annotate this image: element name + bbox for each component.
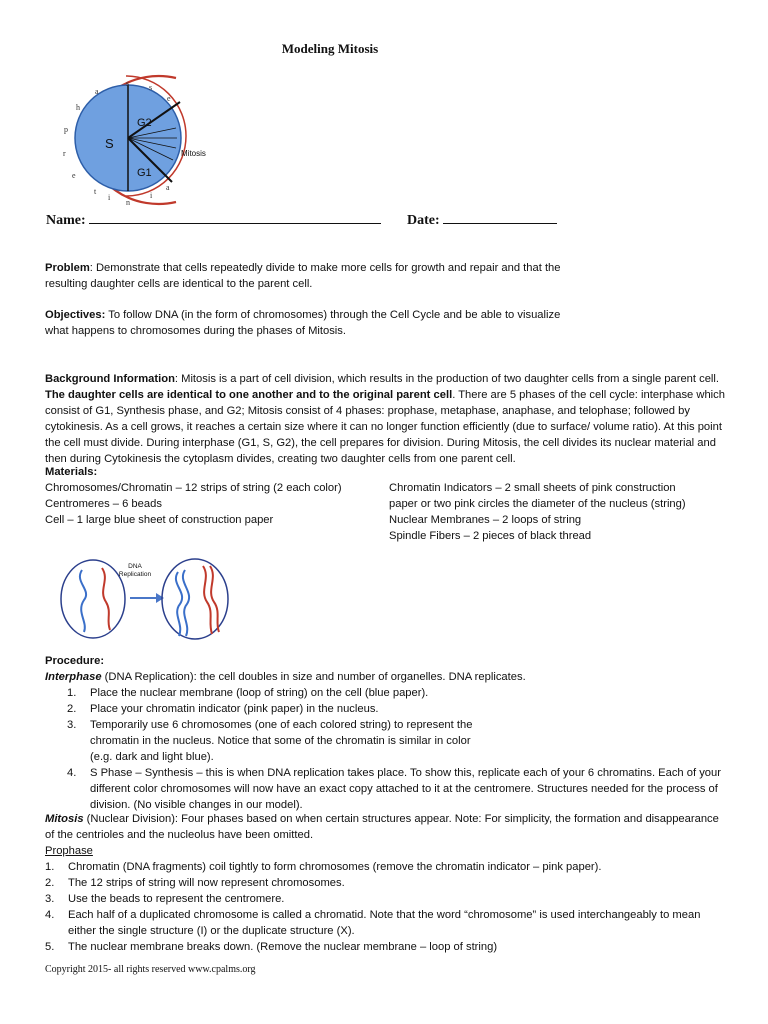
mitosis-label: Mitosis [181, 149, 206, 158]
ring-letter: a [95, 87, 99, 96]
problem-text: : Demonstrate that cells repeatedly divide to make more cells for growth and repair and that the resulting daughter cells are identical to the parent cell. [45, 262, 561, 290]
interphase-intro [45, 669, 725, 685]
step-number: 2. [67, 703, 77, 715]
ring-letter: t [94, 187, 97, 196]
date-blank[interactable] [443, 211, 557, 224]
step-text: Each half of a duplicated chromosome is called a chromatid. Note that the word “chromosome” is used interchangeably to mean either the single structure (I) or the duplicate structure (X). [68, 909, 701, 937]
ring-letter: i [108, 193, 111, 202]
step-number: 1. [67, 687, 77, 699]
chromatid-red [203, 566, 212, 634]
material-item: Chromosomes/Chromatin – 12 strips of string (2 each color) [45, 482, 342, 494]
step-number: 2. [45, 877, 55, 889]
ring-letter: h [76, 103, 80, 112]
dna-label: DNA [128, 563, 142, 570]
problem-paragraph [45, 260, 575, 292]
step-number: 4. [67, 767, 77, 779]
material-item: Centromeres – 6 beads [45, 498, 162, 510]
list-item [45, 907, 708, 939]
list-item [67, 701, 470, 717]
procedure-label: Procedure: [45, 655, 105, 667]
step-text: Place your chromatin indicator (pink paper) in the nucleus. [90, 703, 379, 715]
step-text: The 12 strips of string will now represent chromosomes. [68, 877, 345, 889]
list-item [67, 717, 490, 765]
materials-left [45, 480, 375, 528]
date-label: Date: [407, 213, 440, 228]
list-item [45, 859, 729, 875]
objectives-text: To follow DNA (in the form of chromosomes) through the Cell Cycle and be able to visualize what happens to chromosomes during the phases of Mitosis. [45, 309, 561, 337]
step-text: Use the beads to represent the centromere. [68, 893, 285, 905]
mitosis-title: Mitosis [45, 813, 84, 825]
ring-letter: a [166, 183, 170, 192]
mitosis-intro-text: (Nuclear Division): Four phases based on when certain structures appear. Note: For simplicity, the formation and disappearance of the centrioles and the nucleolus have been omitted. [45, 813, 719, 841]
ring-letter: s [126, 79, 130, 88]
list-item [67, 685, 470, 701]
chromatid-blue [183, 570, 189, 636]
ring-letter: s [149, 83, 153, 92]
material-item: Cell – 1 large blue sheet of construction paper [45, 514, 274, 526]
ring-letter: p [64, 125, 68, 134]
background-text: : Mitosis is a part of cell division, which results in the production of two daughter cells from a single parent cell. [174, 373, 719, 385]
step-text: The nuclear membrane breaks down. (Remove the nuclear membrane – loop of string) [68, 941, 498, 953]
interphase-intro-text: (DNA Replication): the cell doubles in size and number of organelles. DNA replicates. [101, 671, 526, 683]
phase-g2-label: G2 [137, 117, 152, 129]
step-text: Place the nuclear membrane (loop of string) on the cell (blue paper). [90, 687, 429, 699]
name-blank[interactable] [89, 211, 381, 224]
objectives-label: Objectives: [45, 309, 106, 321]
name-label: Name: [46, 213, 86, 228]
background-paragraph [45, 371, 725, 467]
name-field[interactable] [46, 211, 381, 229]
step-number: 4. [45, 909, 55, 921]
material-item: Chromatin Indicators – 2 small sheets of pink construction [389, 482, 676, 494]
page-title: Modeling Mitosis [281, 41, 379, 56]
list-item [45, 939, 729, 955]
chromatid-blue [176, 572, 182, 636]
ring-letter: r [63, 149, 66, 158]
material-item: Spindle Fibers – 2 pieces of black thread [389, 530, 592, 542]
interphase-title: Interphase [45, 671, 102, 683]
ring-letter: n [126, 198, 130, 207]
step-text: Chromatin (DNA fragments) coil tightly to form chromosomes (remove the chromatin indicator – pink paper). [68, 861, 602, 873]
ring-letter: e [72, 171, 76, 180]
step-number: 3. [67, 719, 77, 731]
list-item [45, 891, 729, 907]
material-item: Nuclear Membranes – 2 loops of string [389, 514, 582, 526]
material-item: paper or two pink circles the diameter of the nucleus (string) [389, 498, 686, 510]
materials-right [389, 480, 729, 544]
objectives-paragraph [45, 307, 585, 339]
background-bold: The daughter cells are identical to one another and to the original parent cell [45, 389, 453, 401]
phase-s-label: S [105, 136, 114, 151]
mitosis-intro [45, 811, 725, 843]
cell-cycle-diagram [48, 72, 228, 208]
step-text: Temporarily use 6 chromosomes (one of each colored string) to represent the chromatin in the nucleus. Notice that some of the chromatin is similar in color (e.g. dark and light blue). [90, 719, 473, 763]
chromatin-blue [80, 570, 86, 632]
dna-replication-diagram [58, 552, 230, 646]
interphase-steps [67, 685, 729, 813]
chromatin-red [102, 568, 110, 630]
step-number: 1. [45, 861, 55, 873]
step-number: 3. [45, 893, 55, 905]
date-field[interactable] [407, 211, 557, 229]
replication-label: Replication [118, 571, 152, 578]
prophase-steps [45, 859, 729, 955]
copyright: Copyright 2015- all rights reserved www.cpalms.org [45, 964, 256, 975]
materials-label: Materials: [45, 466, 98, 478]
prophase-title: Prophase [45, 845, 93, 857]
parent-nucleus [61, 560, 125, 638]
background-text: . There are 5 phases of the cell cycle: interphase which consist of G1, Synthesis phase, and G2; Mitosis consist of 4 phases: prophase, metaphase, anaphase, and telophase; followed by cytokinesis. As a cell grows, it reaches a certain size where it can no longer function efficiently (due to surface/ volume ratio). At this point the cell must divide. During interphase (G1, S, G2), the cell prepares for division. During Mitosis, the cell divides its nuclear material and then during Cytokinesis the cytoplasm divides, creating two daughter cells from one parent cell. [45, 389, 725, 465]
background-label: Background Information [45, 373, 175, 385]
step-text: S Phase – Synthesis – this is when DNA replication takes place. To show this, replicate each of your 6 chromatins. Each of your different color chromosomes will now have an exact copy attached to it at the centromere. Structures needed for the process of division. (No visible changes in our model). [90, 767, 721, 811]
list-item [67, 765, 726, 813]
step-number: 5. [45, 941, 55, 953]
problem-label: Problem [45, 262, 90, 274]
list-item [45, 875, 729, 891]
phase-g1-label: G1 [137, 167, 152, 179]
ring-letter: i [150, 191, 153, 200]
ring-letter: e [167, 94, 171, 103]
